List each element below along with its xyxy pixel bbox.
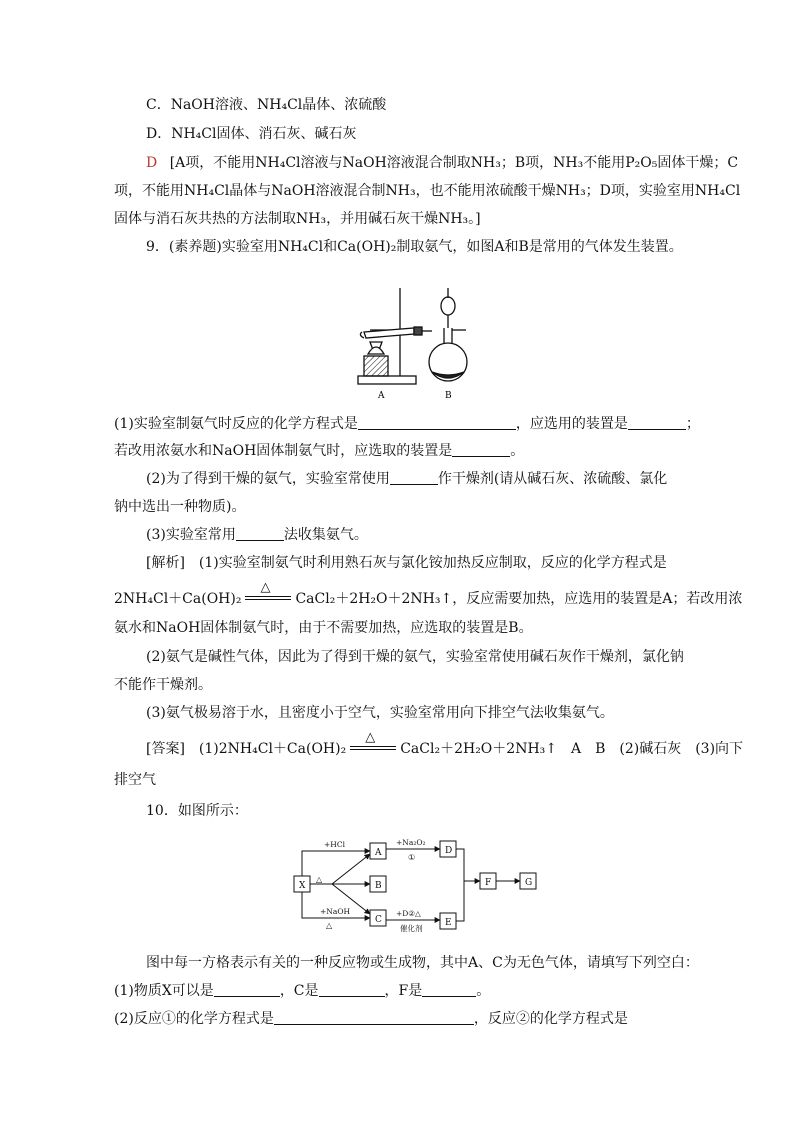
q9-1-text-a: (1)实验室制氨气时反应的化学方程式是 [114,416,358,432]
analysis-line3: 氨水和NaOH固体制氨气时，由于不需要加热，应选取的装置是B。 [114,620,533,636]
q9-1-text-e: 。 [510,443,525,459]
analysis-line6: (3)氨气极易溶于水，且密度小于空气，实验室常用向下排空气法收集氨气。 [146,705,614,721]
delta-symbol: △ [260,580,271,595]
blank-reaction-1[interactable] [274,1010,474,1025]
blank-f[interactable] [422,982,476,997]
label-circle-1: ① [408,853,416,862]
q9-1-text-d: 若改用浓氨水和NaOH固体制氨气时，应选取的装置是 [114,443,453,459]
answer-9-line2: 排空气 [114,772,156,788]
q10-1-text-d: 。 [476,983,491,999]
q10-1-text-a: (1)物质X可以是 [114,983,214,999]
question-10-2 [114,1009,628,1029]
label-b-box: B [375,881,382,891]
q9-3-text-b: 法收集氨气。 [283,527,368,543]
q10-1-text-c: ，F是 [384,983,423,999]
q10-2-text-b: ，反应②的化学方程式是 [473,1011,628,1027]
option-c: C．NaOH溶液、NH₄Cl晶体、浓硫酸 [146,97,387,113]
label-a: A [378,391,385,401]
label-delta-bottom: △ [326,921,333,930]
label-b: B [445,391,452,401]
answer-8-letter: D [146,155,158,171]
analysis-line5: 不能作干燥剂。 [114,677,212,693]
flow-diagram [286,830,546,940]
apparatus-a [358,288,432,384]
label-d2: +D②△ [396,909,421,918]
question-9-title: 9．(素养题)实验室用NH₄Cl和Ca(OH)₂制取氨气，如图A和B是常用的气体发生装置。 [146,239,683,255]
q9-1-text-b: ，应选用的装置是 [515,416,628,432]
label-d-box: D [445,846,453,856]
label-a-box: A [375,848,382,858]
heat-equals-sign [245,580,291,607]
q9-1-text-c: ； [685,416,700,432]
blank-apparatus[interactable] [628,415,686,430]
analysis-eq-left: 2NH₄Cl＋Ca(OH)₂ [114,591,242,607]
heat-equals-sign-2 [350,730,396,757]
q10-1-text-b: ，C是 [279,983,319,999]
question-9-1-line1 [114,414,700,434]
blank-c[interactable] [319,982,385,997]
q9-2-text-b: 作干燥剂(请从碱石灰、浓硫酸、氯化 [437,471,668,487]
label-c-box: C [375,915,382,925]
q9-2-text-a: (2)为了得到干燥的氨气，实验室常使用 [146,471,390,487]
analysis-line1: [解析] (1)实验室制氨气时利用熟石灰与氯化铵加热反应制取，反应的化学方程式是 [146,555,667,571]
answer-8-line3: 固体与消石灰共热的方法制取NH₃，并用碱石灰干燥NH₃。] [114,211,481,227]
analysis-eq-right: CaCl₂＋2H₂O＋2NH₃↑，反应需要加热，应选用的装置是A；若改用浓 [295,591,743,607]
apparatus-figure [350,284,490,404]
label-x: X [299,881,306,891]
label-na2o2: +Na₂O₂ [396,838,426,847]
label-e-box: E [445,918,452,928]
question-9-3 [146,525,368,545]
label-catalyst: 催化剂 [400,924,423,933]
blank-x[interactable] [214,982,280,997]
label-delta-mid: △ [316,875,323,884]
label-f-box: F [485,878,492,888]
answer-9-line1 [146,730,744,759]
analysis-line2 [114,580,743,609]
question-10-title: 10．如图所示： [146,803,248,819]
analysis-line4: (2)氨气是碱性气体，因此为了得到干燥的氨气，实验室常使用碱石灰作干燥剂，氯化钠 [146,649,684,665]
question-9-1-line2 [114,441,524,461]
blank-desiccant[interactable] [390,470,438,485]
label-g-box: G [525,878,533,888]
blank-collection[interactable] [236,526,284,541]
answer-8-line1 [146,153,738,173]
blank-apparatus-2[interactable] [452,442,510,457]
question-10-description: 图中每一方格表示有关的一种反应物或生成物，其中A、C为无色气体，请填写下列空白： [146,955,699,971]
delta-symbol-2: △ [365,730,376,745]
question-9-2-line1 [146,469,667,489]
q9-3-text-a: (3)实验室常用 [146,527,236,543]
label-hcl: +HCl [324,840,345,849]
label-naoh: +NaOH [320,907,351,916]
q10-2-text-a: (2)反应①的化学方程式是 [114,1011,274,1027]
answer-eq-left: [答案] (1)2NH₄Cl＋Ca(OH)₂ [146,741,347,757]
answer-eq-right: CaCl₂＋2H₂O＋2NH₃↑ A B (2)碱石灰 (3)向下 [400,741,744,757]
answer-8-text1: [A项，不能用NH₄Cl溶液与NaOH溶液混合制取NH₃；B项，NH₃不能用P₂O₅固体干燥；C [169,155,739,171]
option-d: D．NH₄Cl固体、消石灰、碱石灰 [146,126,357,142]
question-9-2-line2: 钠中选出一种物质)。 [114,499,246,515]
blank-equation[interactable] [358,415,516,430]
apparatus-b [429,288,467,381]
answer-8-line2: 项，不能用NH₄Cl晶体与NaOH溶液混合制NH₃，也不能用浓硫酸干燥NH₃；D项，实验室用NH₄Cl [114,183,741,199]
question-10-1 [114,981,490,1001]
